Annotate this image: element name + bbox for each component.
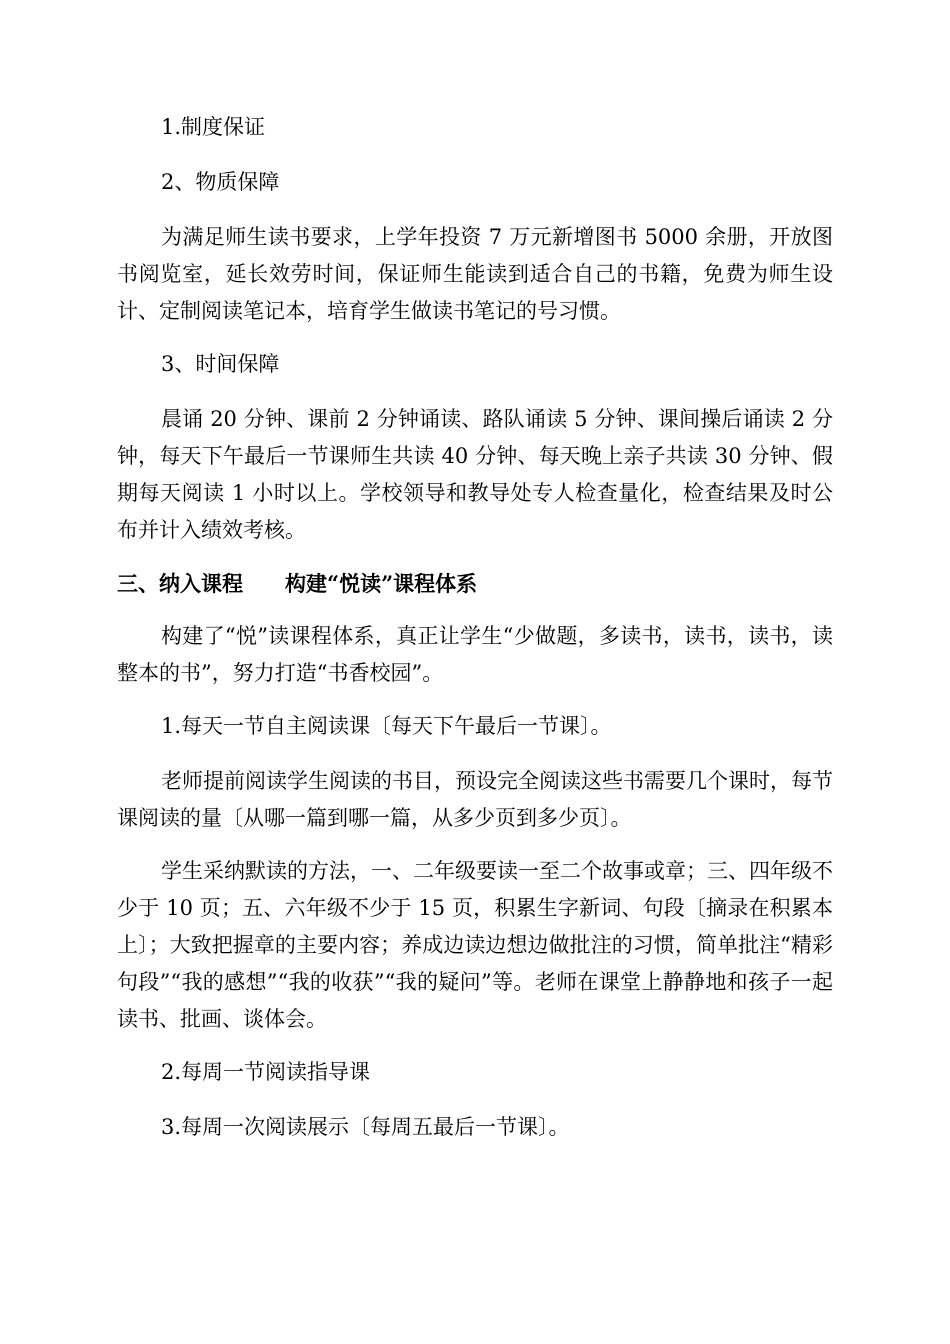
paragraph-material-guarantee-title: 2、物质保障: [161, 170, 280, 194]
paragraph-weekly-reading-show: 3.每周一次阅读展示〔每周五最后一节课〕。: [161, 1115, 570, 1139]
paragraph-daily-reading-class: 1.每天一节自主阅读课〔每天下午最后一节课〕。: [161, 714, 612, 738]
paragraph-curriculum-intro: 构建了“悦”读课程体系，真正让学生“少做题，多读书，读书，读书，读整本的书”，努力打造“书香校园”。: [117, 624, 833, 685]
paragraph-student-reading-method: 学生采纳默读的方法，一、二年级要读一至二个故事或章；三、四年级不少于 10 页；五、六年级不少于 15 页，积累生字新词、句段〔摘录在积累本上〕；大致把握章的主要内容；养成边读边想边做批注的习惯，简单批注“精彩句段”“我的感想”“我的收获”“我的疑问”等。老师在课堂上静静地和孩子一起读书、批画、谈体会。: [117, 859, 833, 1031]
paragraph-weekly-guidance-class: 2.每周一节阅读指导课: [161, 1060, 371, 1084]
document-page: [117, 109, 833, 1164]
paragraph-material-guarantee-body: 为满足师生读书要求，上学年投资 7 万元新增图书 5000 余册，开放图书阅览室，延长效劳时间，保证师生能读到适合自己的书籍，免费为师生设计、定制阅读笔记本，培育学生做读书笔记的号习惯。: [117, 225, 833, 323]
paragraph-time-guarantee-title: 3、时间保障: [161, 352, 280, 376]
paragraph-time-guarantee-body: 晨诵 20 分钟、课前 2 分钟诵读、路队诵读 5 分钟、课间操后诵读 2 分钟，每天下午最后一节课师生共读 40 分钟、每天晚上亲子共读 30 分钟、假期每天阅读 1 小时以上。学校领导和教导处专人检查量化，检查结果及时公布并计入绩效考核。: [117, 407, 833, 542]
section-heading-curriculum: 三、纳入课程 构建“悦读”课程体系: [117, 571, 478, 596]
paragraph-system-guarantee: 1.制度保证: [161, 115, 266, 139]
paragraph-teacher-preparation: 老师提前阅读学生阅读的书目，预设完全阅读这些书需要几个课时，每节课阅读的量〔从哪一篇到哪一篇，从多少页到多少页〕。: [117, 769, 833, 830]
